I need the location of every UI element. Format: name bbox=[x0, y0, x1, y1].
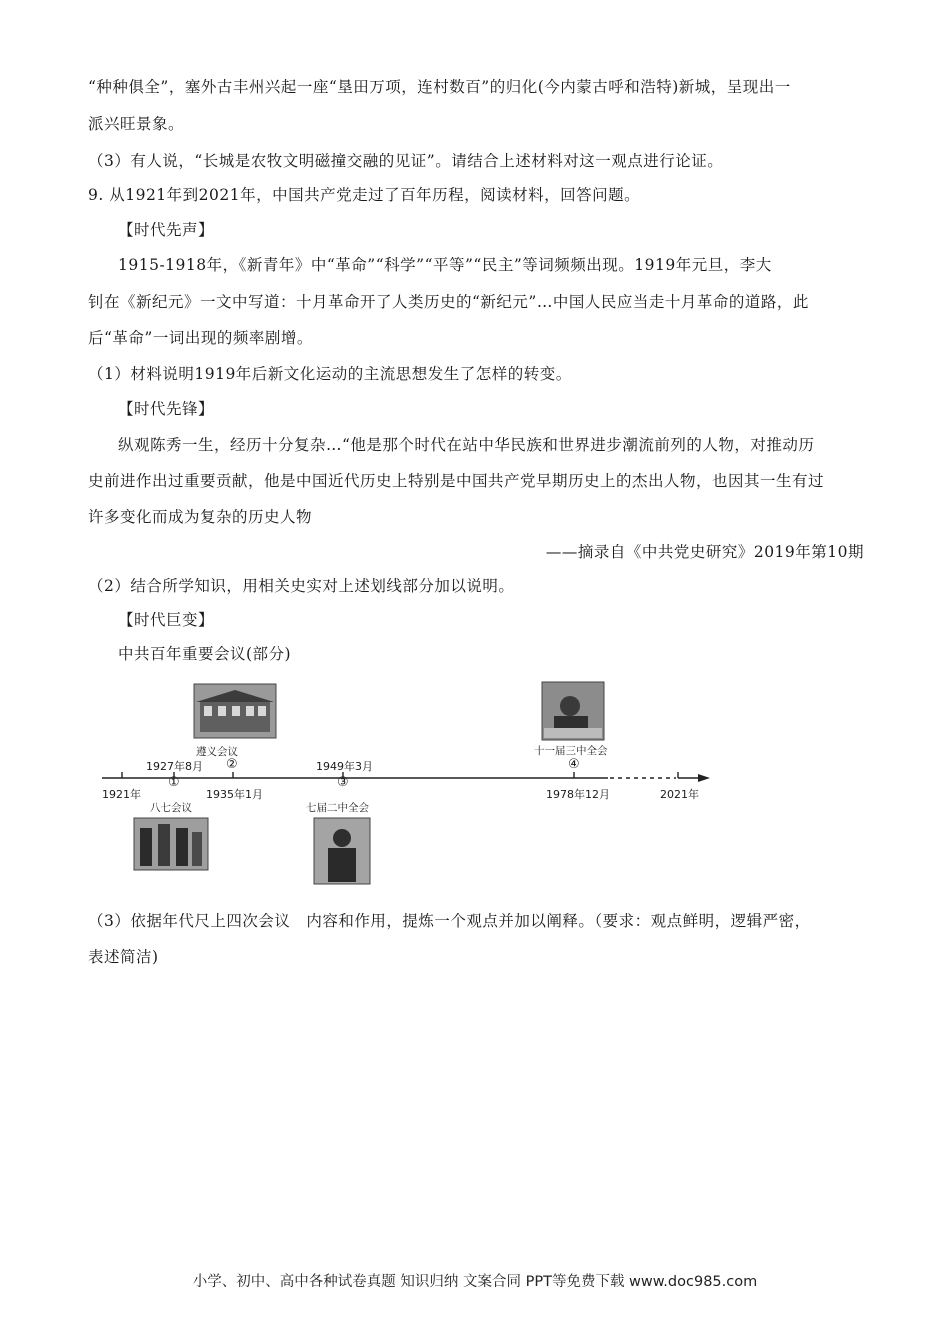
section-heading-2: 【时代先锋】 bbox=[118, 400, 215, 418]
section-heading-3: 【时代巨变】 bbox=[118, 611, 215, 629]
second-plenum-photo bbox=[314, 818, 370, 884]
event-1-marker: ① bbox=[168, 775, 180, 790]
event-1-date: 1927年8月 bbox=[146, 760, 203, 773]
event-3-date: 1949年3月 bbox=[316, 760, 373, 773]
event-3-marker: ③ bbox=[337, 775, 349, 790]
source-citation: ——摘录自《中共党史研究》2019年第10期 bbox=[545, 543, 864, 561]
timeline-figure bbox=[88, 672, 728, 894]
event-1-name: 八七会议 bbox=[150, 802, 192, 814]
question-1: （1）材料说明1919年后新文化运动的主流思想发生了怎样的转变。 bbox=[88, 365, 572, 383]
event-4-name: 十一届三中全会 bbox=[534, 745, 608, 757]
section-heading-1: 【时代先声】 bbox=[118, 221, 215, 239]
material-2-line: 许多变化而成为复杂的历史人物 bbox=[88, 508, 313, 526]
footer-watermark: 小学、初中、高中各种试卷真题 知识归纳 文案合同 PPT等免费下载 www.doc985.com bbox=[192, 1274, 758, 1290]
event-3-name: 七届二中全会 bbox=[306, 802, 369, 814]
question-2: （2）结合所学知识，用相关史实对上述划线部分加以说明。 bbox=[88, 577, 515, 595]
event-4-marker: ④ bbox=[568, 757, 580, 772]
paragraph-line: 派兴旺景象。 bbox=[88, 115, 185, 133]
material-1-line: 1915-1918年，《新青年》中“革命”“科学”“平等”“民主”等词频频出现。1919年元旦，李大 bbox=[118, 256, 772, 274]
timeline-start-label: 1921年 bbox=[102, 788, 141, 801]
question-3b: （3）依据年代尺上四次会议 内容和作用，提炼一个观点并加以阐释。（要求：观点鲜明，逻辑严密， bbox=[88, 912, 811, 930]
timeline-title: 中共百年重要会议(部分) bbox=[118, 645, 292, 663]
paragraph-line: “种种俱全”，塞外古丰州兴起一座“垦田万项，连村数百”的归化(今内蒙古呼和浩特)新城，呈现出一 bbox=[88, 78, 791, 96]
question-3a: （3）有人说，“长城是农牧文明磁撞交融的见证”。请结合上述材料对这一观点进行论证。 bbox=[88, 152, 724, 170]
third-plenum-photo bbox=[542, 682, 604, 740]
material-2-line: 纵观陈秀一生，经历十分复杂…“他是那个时代在站中华民族和世界进步潮流前列的人物，对推动历 bbox=[118, 436, 815, 454]
material-1-line: 后“革命”一词出现的频率剧增。 bbox=[88, 329, 313, 347]
timeline-end-label: 2021年 bbox=[660, 788, 699, 801]
august-seventh-photo bbox=[134, 818, 208, 870]
material-1-line: 钊在《新纪元》一文中写道：十月革命开了人类历史的“新纪元”…中国人民应当走十月革命的道路，此 bbox=[88, 293, 809, 311]
event-4-date: 1978年12月 bbox=[546, 788, 610, 801]
event-2-name: 遵义会议 bbox=[196, 746, 238, 758]
question-3b-cont: 表述简洁) bbox=[88, 948, 159, 966]
timeline-svg bbox=[88, 672, 728, 894]
zunyi-photo bbox=[194, 684, 276, 738]
material-2-line: 史前进作出过重要贡献，他是中国近代历史上特别是中国共产党早期历史上的杰出人物，也因其一生有过 bbox=[88, 472, 825, 490]
event-2-date: 1935年1月 bbox=[206, 788, 263, 801]
event-2-marker: ② bbox=[226, 757, 238, 772]
question-9: 9. 从1921年到2021年，中国共产党走过了百年历程，阅读材料，回答问题。 bbox=[88, 186, 641, 204]
timeline-arrow bbox=[698, 774, 710, 782]
